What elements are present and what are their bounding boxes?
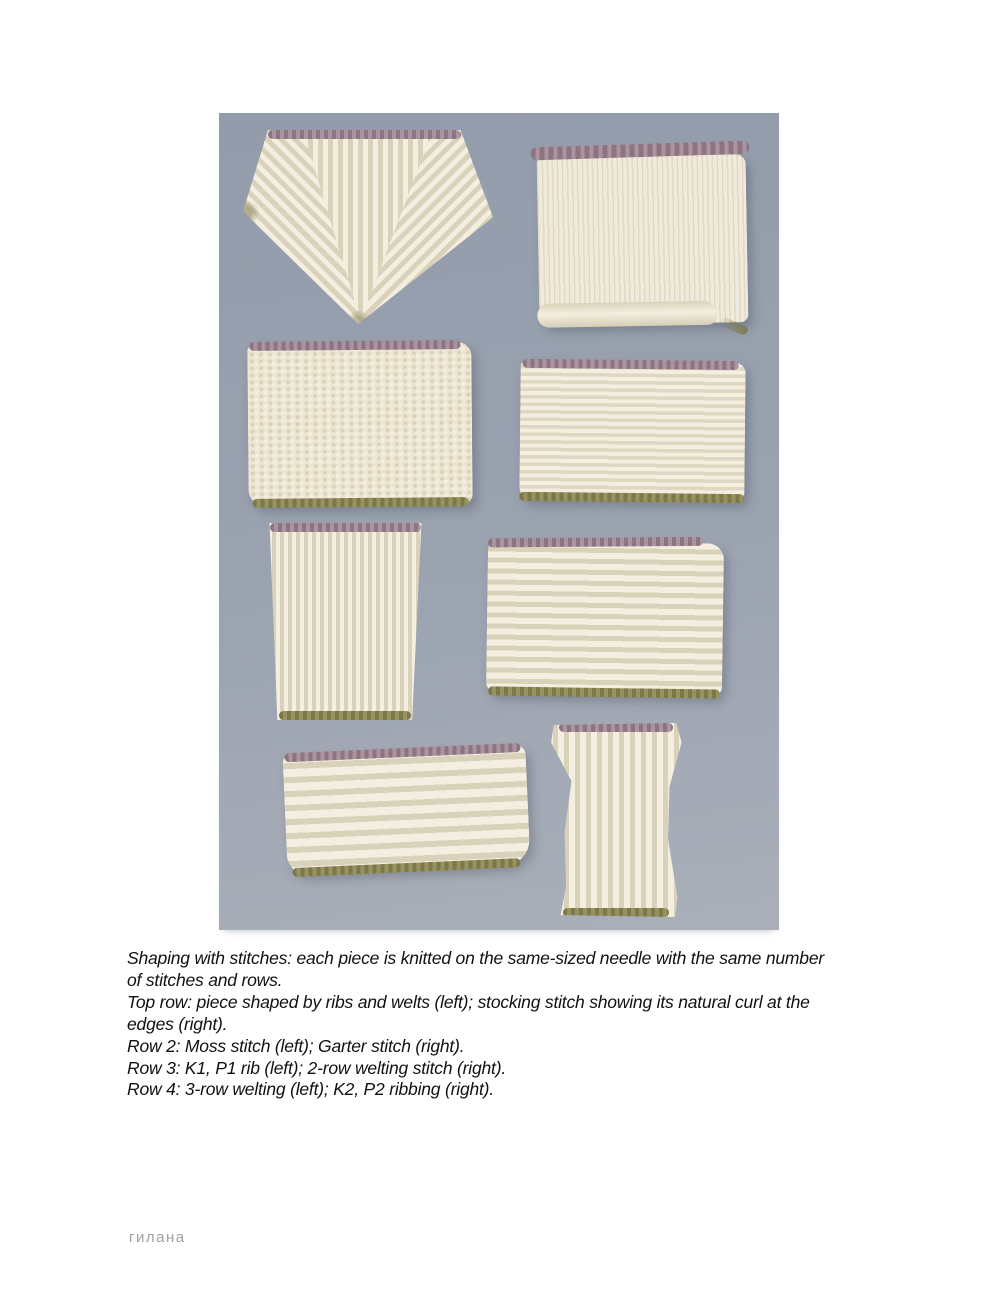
cast-on-edge [559, 723, 673, 732]
bind-off-edge [292, 858, 521, 877]
bind-off-edge [488, 686, 719, 698]
caption-line: Shaping with stitches: each piece is knitted on the same-sized needle with the same number [127, 948, 824, 968]
caption-line: Row 4: 3-row welting (left); K2, P2 ribbing (right). [127, 1079, 494, 1100]
cast-on-edge [530, 141, 749, 161]
cast-on-edge [488, 537, 703, 547]
swatch-ribs-welts-shaped [243, 130, 493, 324]
cast-on-edge [285, 743, 521, 762]
swatch-k2p2-ribbing [547, 723, 683, 917]
caption-line: Row 2: Moss stitch (left); Garter stitch (right). [127, 1035, 465, 1056]
cast-on-edge [523, 359, 739, 370]
photo-caption [127, 948, 824, 1101]
caption-line: Top row: piece shaped by ribs and welts (left); stocking stitch showing its natural curl at the [127, 991, 810, 1012]
cast-on-edge [250, 340, 461, 351]
caption-line: Row 3: K1, P1 rib (left); 2-row welting stitch (right). [127, 1057, 506, 1078]
cast-on-edge [268, 130, 461, 139]
bind-off-edge [279, 711, 411, 720]
swatch-2row-welting [486, 540, 724, 696]
yarn-tail [718, 316, 749, 336]
bind-off-edge [253, 497, 468, 508]
cast-on-edge [270, 523, 422, 532]
caption-line: edges (right). [127, 1013, 228, 1034]
swatch-moss-stitch [247, 342, 472, 506]
bind-off-edge [563, 908, 669, 917]
swatch-3row-welting [282, 745, 530, 875]
knitted-swatches-photo [219, 113, 779, 930]
swatch-k1p1-rib [268, 523, 423, 720]
bind-off-edge [519, 492, 744, 503]
watermark: гилана [129, 1229, 186, 1246]
caption-line: of stitches and rows. [127, 969, 283, 990]
swatch-stocking-stitch [537, 154, 749, 326]
rolled-bottom-edge [537, 301, 717, 328]
swatch-garter-stitch [519, 361, 745, 501]
